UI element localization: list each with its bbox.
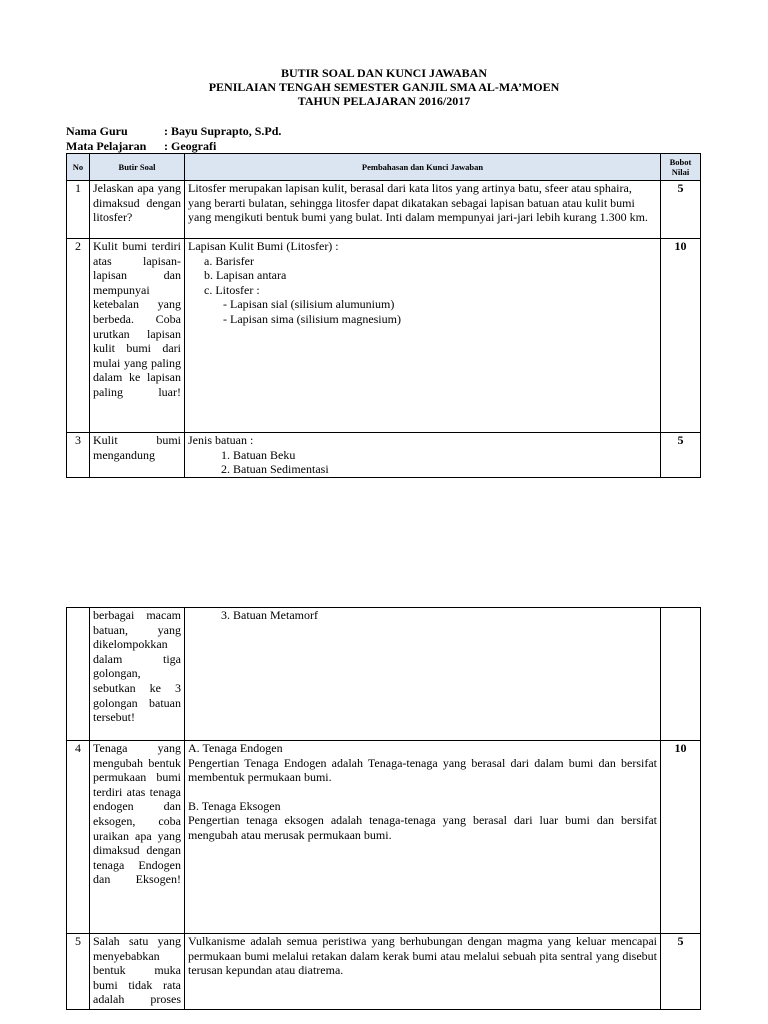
weight-value: 5 — [661, 181, 701, 239]
question-table-page2 — [66, 607, 701, 1010]
list-item: a. Barisfer — [204, 253, 254, 268]
question-text: Salah satu yang menyebabkan bentuk muka bumi tidak rata adalah proses — [90, 934, 185, 1010]
table-row — [67, 181, 701, 239]
weight-value: 5 — [661, 433, 701, 478]
answer-text — [185, 608, 661, 741]
teacher-value: : Bayu Suprapto, S.Pd. — [164, 124, 282, 138]
col-weight-header — [661, 154, 701, 181]
list-subitem: - Lapisan sial (silisium alumunium) — [223, 297, 395, 312]
answer-text — [185, 741, 661, 934]
table-row — [67, 239, 701, 433]
question-text: Kulit bumi terdiri atas lapisan-lapisan dan mempunyai ketebalan yang berbeda. Coba urutkan lapisan kulit bumi dari mulai yang paling dalam ke lapisan paling luar! — [90, 239, 185, 433]
answer-subtitle: A. Tenaga Endogen — [188, 741, 283, 755]
teacher-name-line — [66, 124, 281, 139]
answer-text — [185, 239, 661, 433]
row-number: 2 — [67, 239, 90, 433]
document-header — [0, 66, 768, 108]
question-table-page1 — [66, 153, 701, 478]
table-header-row — [67, 154, 701, 181]
weight-value: 10 — [661, 239, 701, 433]
subject-value: : Geografi — [164, 139, 217, 153]
answer-text: Vulkanisme adalah semua peristiwa yang berhubungan dengan magma yang keluar mencapai permukaan bumi melalui retakan dalam kerak bumi atau melalui sebuah pita sentral yang disebut terusan kepundan atau diatrema. — [185, 934, 661, 1010]
answer-text: Litosfer merupakan lapisan kulit, berasal dari kata litos yang artinya batu, sfeer atau sphaira, yang berarti bulatan, sehingga litosfer dapat dikatakan sebagai lapisan batuan atau kulit bumi yang mengikuti bentuk bumi yang bulat. Inti dalam mempunyai jari-jari lebih kurang 1.300 km. — [185, 181, 661, 239]
question-text: Jelaskan apa yang dimaksud dengan litosfer? — [90, 181, 185, 239]
list-item: c. Litosfer : — [204, 282, 260, 297]
weight-value: 10 — [661, 741, 701, 934]
teacher-label: Nama Guru — [66, 124, 128, 138]
list-item: 2. Batuan Sedimentasi — [221, 462, 329, 477]
answer-title: Jenis batuan : — [188, 433, 254, 447]
question-text: berbagai macam batuan, yang dikelompokkan dalam tiga golongan, sebutkan ke 3 golongan batuan tersebut! — [90, 608, 185, 741]
table-row — [67, 741, 701, 934]
col-no-header: No — [67, 154, 90, 181]
answer-paragraph: Pengertian Tenaga Endogen adalah Tenaga-tenaga yang berasal dari dalam bumi dan bersifat membentuk permukaan bumi. — [188, 755, 657, 785]
answer-text — [185, 433, 661, 478]
answer-paragraph: Pengertian tenaga eksogen adalah tenaga-tenaga yang berasal dari luar bumi dan bersifat mengubah atau merusak permukaan bumi. — [188, 813, 657, 842]
header-school-year: TAHUN PELAJARAN 2016/2017 — [297, 94, 471, 108]
row-number: 5 — [67, 934, 90, 1010]
col-question-header: Butir Soal — [90, 154, 185, 181]
list-item: b. Lapisan antara — [204, 268, 287, 283]
table-row — [67, 433, 701, 478]
subject-label: Mata Pelajaran — [66, 139, 147, 153]
row-number: 1 — [67, 181, 90, 239]
list-item: 3. Batuan Metamorf — [221, 608, 318, 622]
list-subitem: - Lapisan sima (silisium magnesium) — [223, 311, 401, 326]
row-number: 4 — [67, 741, 90, 934]
answer-title: Lapisan Kulit Bumi (Litosfer) : — [188, 239, 339, 253]
col-answer-header: Pembahasan dan Kunci Jawaban — [185, 154, 661, 181]
weight-value: 5 — [661, 934, 701, 1010]
header-exam-name: PENILAIAN TENGAH SEMESTER GANJIL SMA AL-MA’MOEN — [208, 80, 560, 94]
question-text: Tenaga yang mengubah bentuk permukaan bumi terdiri atas tenaga endogen dan eksogen, coba uraikan apa yang dimaksud dengan tenaga Endogen dan Eksogen! — [90, 741, 185, 934]
answer-subtitle: B. Tenaga Eksogen — [188, 798, 281, 813]
col-weight-header-line2: Nilai — [671, 167, 690, 177]
row-number — [67, 608, 90, 741]
header-title: BUTIR SOAL DAN KUNCI JAWABAN — [280, 66, 488, 80]
col-weight-header-line1: Bobot — [669, 157, 692, 167]
question-text: Kulit bumi mengandung — [90, 433, 185, 478]
weight-value — [661, 608, 701, 741]
subject-line — [66, 139, 216, 154]
table-row — [67, 934, 701, 1010]
row-number: 3 — [67, 433, 90, 478]
list-item: 1. Batuan Beku — [221, 447, 296, 462]
table-row — [67, 608, 701, 741]
